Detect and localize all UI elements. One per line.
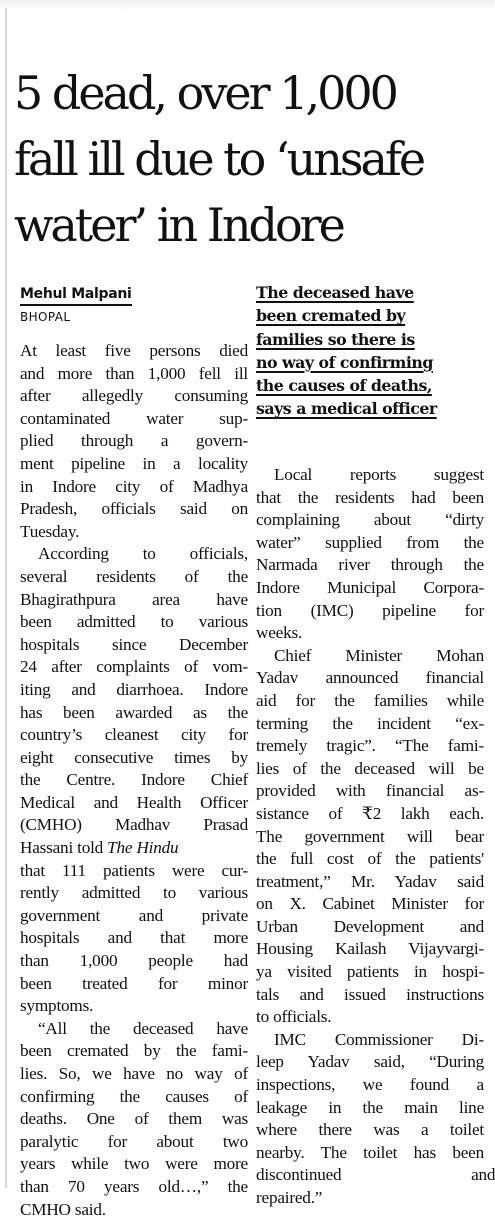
body-line: hospitals and that more (20, 928, 248, 948)
body-line: repaired.” (256, 1188, 323, 1207)
pull-quote (256, 281, 488, 421)
body-line: aid for the families while (256, 690, 484, 710)
body-line: symptoms. (20, 996, 94, 1016)
body-line: water” supplied from the (256, 532, 484, 552)
body-line: The government will bear (256, 826, 484, 846)
body-line: eight consecutive times by (20, 747, 248, 767)
dateline: BHOPAL (20, 310, 71, 324)
body-line: lies of the deceased will be (256, 758, 484, 778)
body-line: years while two were more (20, 1154, 248, 1174)
body-line: Pradesh, officials said on (20, 499, 248, 519)
body-line: Housing Kailash Vijayvargi- (256, 939, 484, 959)
body-line: leep Yadav said, “During (256, 1052, 484, 1072)
pull-quote-line: no way of confirming (256, 352, 433, 372)
body-line: Medical and Health Officer (20, 792, 248, 812)
body-line (20, 837, 248, 860)
body-line: complaining about “dirty (256, 510, 484, 530)
body-line: hospitals since December (20, 634, 248, 654)
article-column-right (256, 464, 495, 1210)
body-line: tion (IMC) pipeline for (256, 600, 484, 620)
body-line: than 70 years old…,” the (20, 1176, 248, 1196)
body-line: Urban Development and (256, 916, 484, 936)
body-line: been cremated by the fami- (20, 1041, 248, 1061)
headline (14, 60, 489, 258)
top-border (0, 0, 494, 10)
body-line: tals and issued instructions (256, 984, 484, 1004)
body-line: tremely tragic”. “The fami- (256, 736, 484, 756)
pull-quote-line: The deceased have (256, 283, 414, 302)
body-line: terming the incident “ex- (256, 713, 484, 733)
body-line: Bhagirathpura area have (20, 589, 248, 609)
body-line: contaminated water sup- (20, 408, 248, 428)
body-line: plied through a govern- (20, 431, 248, 451)
left-border (5, 8, 7, 1188)
body-line: 24 after complaints of vom- (20, 657, 248, 677)
body-line: Narmada river through the (256, 555, 484, 575)
body-line: ment pipeline in a locality (20, 453, 248, 473)
headline-line: fall ill due to ‘unsafe (14, 132, 424, 186)
body-line: According to officials, (38, 544, 248, 564)
body-line: confirming the causes of (20, 1086, 248, 1106)
body-line: than 1,000 people had (20, 951, 248, 971)
body-line: CMHO said. (20, 1199, 106, 1219)
body-line: paralytic for about two (20, 1131, 248, 1151)
body-line: discontinued and (256, 1165, 495, 1185)
pull-quote-line: the causes of deaths, (256, 376, 432, 396)
body-line: on X. Cabinet Minister for (256, 894, 484, 914)
body-line: At least five persons died (20, 341, 248, 360)
body-line: Chief Minister Mohan (274, 645, 484, 665)
pull-quote-line: says a medical officer (256, 399, 437, 419)
body-line: inspections, we found a (256, 1075, 484, 1095)
pull-quote-line: families so there is (256, 329, 415, 349)
author-name: Mehul Malpani (20, 285, 132, 306)
body-line: provided with financial as- (256, 781, 484, 801)
body-line: ya visited patients in hospi- (256, 962, 484, 982)
article-column-left (20, 340, 248, 1221)
body-line: to officials. (256, 1007, 332, 1027)
body-line: IMC Commissioner Di- (274, 1029, 484, 1049)
body-line: the Centre. Indore Chief (20, 770, 248, 790)
body-line: after allegedly consuming (20, 386, 248, 406)
body-line: weeks. (256, 623, 303, 643)
body-line: that the residents had been (256, 487, 484, 507)
headline-line: water’ in Indore (14, 198, 343, 252)
body-line: in Indore city of Madhya (20, 476, 248, 496)
body-line: country’s cleanest city for (20, 725, 248, 745)
body-line: Yadav announced financial (256, 668, 484, 688)
body-line: sistance of ₹2 lakh each. (256, 803, 484, 823)
body-line: Indore Municipal Corpora- (256, 577, 484, 597)
body-line: lies. So, we have no way of (20, 1064, 248, 1083)
body-line: been admitted to various (20, 612, 248, 632)
body-line: where there was a toilet (256, 1120, 484, 1140)
headline-line: 5 dead, over 1,000 (14, 66, 396, 120)
body-line: government and private (20, 905, 248, 925)
body-line: been treated for minor (20, 973, 248, 993)
body-line: deaths. One of them was (20, 1109, 248, 1129)
pull-quote-line: been cremated by (256, 306, 406, 326)
body-line: and more than 1,000 fell ill (20, 363, 248, 383)
publication-name: The Hindu (107, 838, 179, 858)
body-line: leakage in the main line (256, 1097, 484, 1117)
body-line: (CMHO) Madhav Prasad (20, 815, 248, 835)
body-line: nearby. The toilet has been (256, 1142, 484, 1162)
body-line: Local reports suggest (274, 465, 484, 484)
body-line: treatment,” Mr. Yadav said (256, 871, 484, 891)
body-line: rently admitted to various (20, 883, 248, 903)
body-line: several residents of the (20, 566, 248, 586)
body-line: has been awarded as the (20, 702, 248, 722)
body-line: iting and diarrhoea. Indore (20, 679, 248, 699)
body-line: “All the deceased have (38, 1018, 248, 1038)
body-line: Tuesday. (20, 521, 80, 541)
body-line: the full cost of the patients' (256, 849, 484, 869)
body-line: that 111 patients were cur- (20, 860, 248, 880)
byline (20, 283, 250, 325)
body-text: Hassani told (20, 838, 104, 858)
